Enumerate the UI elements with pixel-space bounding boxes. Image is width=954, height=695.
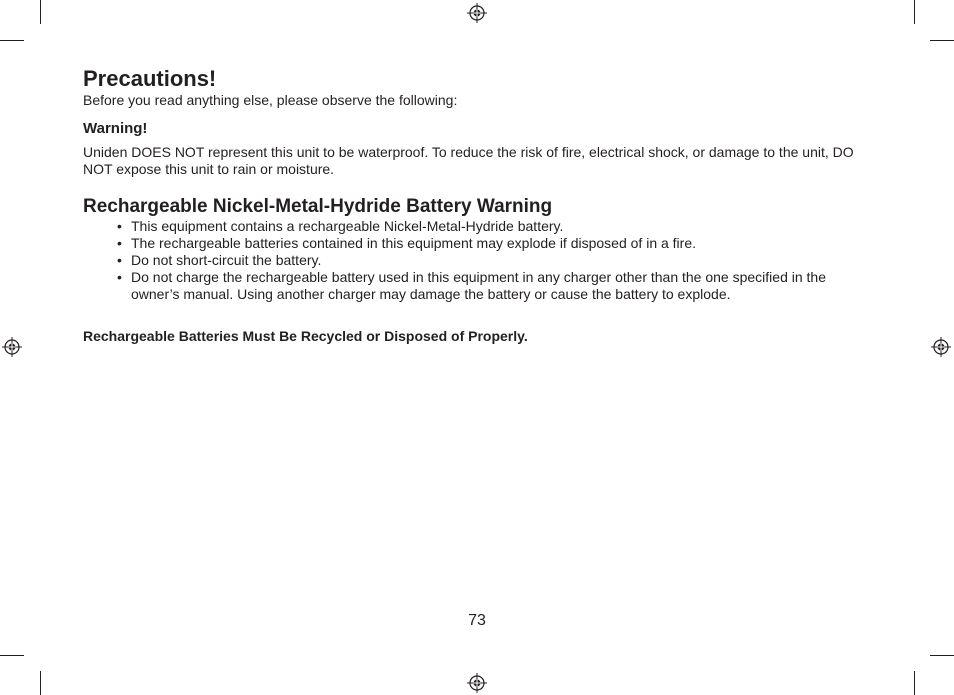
registration-target-icon [467, 673, 487, 693]
list-item: • Do not short-circuit the battery. [117, 252, 873, 269]
registration-target-icon [467, 3, 487, 23]
list-item: • Do not charge the rechargeable battery used in this equipment in any charger other than the one specified in the owner’s manual. Using another charger may damage the battery or cause the battery to explode. [117, 269, 873, 303]
registration-target-icon [931, 337, 951, 357]
crop-mark-top-left-horizontal [0, 40, 24, 41]
crop-mark-bottom-left-vertical [40, 671, 41, 695]
crop-mark-bottom-right-vertical [914, 671, 915, 695]
page-title: Precautions! [83, 66, 217, 91]
intro-text: Before you read anything else, please observe the following: [83, 92, 458, 108]
crop-mark-top-right-horizontal [930, 40, 954, 41]
registration-target-icon [2, 337, 22, 357]
warning-heading: Warning! [83, 120, 148, 137]
page-number: 73 [468, 612, 486, 629]
list-item: • This equipment contains a rechargeable Nickel-Metal-Hydride battery. [117, 218, 873, 235]
battery-warning-heading: Rechargeable Nickel-Metal-Hydride Battery Warning [83, 196, 553, 217]
recycle-note: Rechargeable Batteries Must Be Recycled or Disposed of Properly. [83, 328, 528, 344]
page-content [83, 66, 873, 345]
crop-mark-top-left-vertical [40, 0, 41, 24]
battery-warning-list [83, 218, 873, 303]
list-item: • The rechargeable batteries contained in this equipment may explode if disposed of in a fire. [117, 235, 873, 252]
crop-mark-bottom-left-horizontal [0, 655, 24, 656]
crop-mark-top-right-vertical [914, 0, 915, 24]
warning-body: Uniden DOES NOT represent this unit to be waterproof. To reduce the risk of fire, electrical shock, or damage to the unit, DO NOT expose this unit to rain or moisture. [83, 144, 854, 177]
crop-mark-bottom-right-horizontal [930, 655, 954, 656]
